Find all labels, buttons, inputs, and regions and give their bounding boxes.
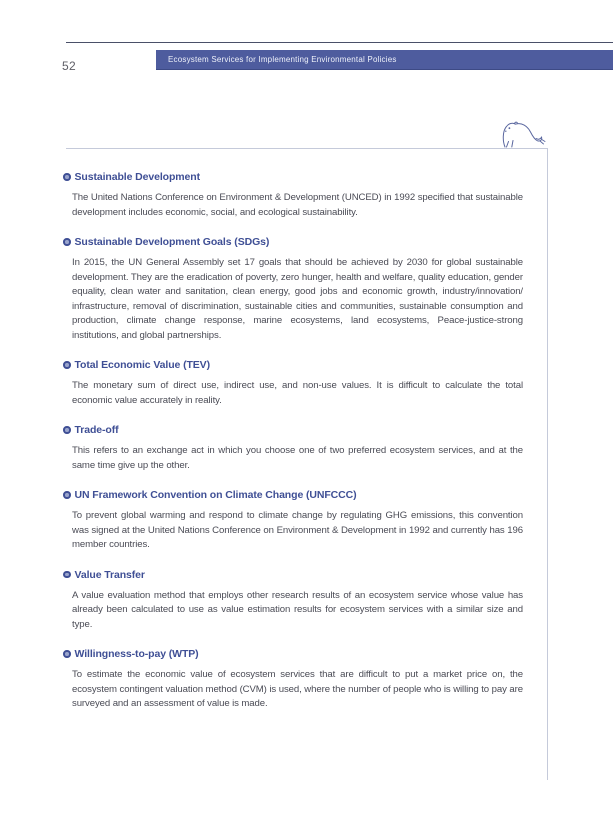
glossary-entry (63, 647, 523, 712)
glossary-term (63, 235, 523, 249)
header-banner-title: Ecosystem Services for Implementing Environmental Policies (168, 55, 397, 64)
page-number: 52 (62, 59, 76, 73)
glossary-definition: The United Nations Conference on Environment & Development (UNCED) in 1992 specified that sustainable development includes economic, social, and ecological sustainability. (72, 192, 523, 218)
ring-bullet-icon (63, 238, 71, 246)
glossary-term-label: Willingness-to-pay (WTP) (74, 648, 199, 660)
ring-bullet-icon (63, 426, 71, 434)
ring-bullet-icon (63, 571, 71, 579)
glossary-definition: This refers to an exchange act in which you choose one of two preferred ecosystem services, and at the same time give up the other. (72, 445, 523, 471)
glossary-term (63, 423, 523, 437)
glossary-entry (63, 568, 523, 633)
glossary-entry (63, 423, 523, 473)
glossary-entry (63, 235, 523, 343)
header-rule (66, 42, 613, 43)
glossary-definition: A value evaluation method that employs other research results of an ecosystem service whose value has already been calculated to use as value estimation results for ecosystem services with a similar size and type. (72, 589, 523, 630)
content-right-rule (547, 148, 548, 780)
glossary-term-label: Sustainable Development (74, 171, 200, 183)
glossary-term-label: Total Economic Value (TEV) (74, 359, 210, 371)
content-top-rule (66, 148, 547, 149)
ring-bullet-icon (63, 361, 71, 369)
glossary-term (63, 488, 523, 502)
glossary-term (63, 647, 523, 661)
glossary-term (63, 568, 523, 582)
glossary-entry (63, 358, 523, 408)
glossary-definition: The monetary sum of direct use, indirect use, and non-use values. It is difficult to calculate the total economic value accurately in reality. (72, 380, 523, 406)
glossary-term-label: Value Transfer (74, 568, 145, 581)
glossary-term-label: Sustainable Development Goals (SDGs) (74, 236, 270, 248)
glossary-entry (63, 170, 523, 220)
ring-bullet-icon (63, 491, 71, 499)
glossary-term (63, 358, 523, 372)
glossary-definition: In 2015, the UN General Assembly set 17 goals that should be achieved by 2030 for global sustainable development. They are the eradication of poverty, zero hunger, health and welfare, quality education, gender equality, clean water and sanitation, clean energy, good jobs and economic growth, industry/innovation/ infrastructure, removal of discrimination, sustainable cities and communities, sustainable consumption and production, climate change response, marine ecosystems, land ecosystems, Peace-justice-strong institutions, and global partnerships. (72, 257, 523, 341)
otter-sketch-icon (496, 119, 548, 149)
glossary-definition: To prevent global warming and respond to climate change by regulating GHG emissions, this convention was signed at the United Nations Conference on Environment & Development in 1992 and currently has 196 member countries. (72, 510, 523, 550)
header-banner (156, 50, 613, 70)
glossary-list (63, 170, 523, 727)
glossary-term-label: UN Framework Convention on Climate Change (UNFCCC) (74, 489, 357, 501)
glossary-term (63, 170, 523, 184)
glossary-definition: To estimate the economic value of ecosystem services that are difficult to put a market price on, the ecosystem contingent valuation method (CVM) is used, where the number of people who is willing to pay are surveyed and an assessment of value is made. (72, 669, 523, 709)
ring-bullet-icon (63, 650, 71, 658)
glossary-term-label: Trade-off (74, 424, 119, 436)
ring-bullet-icon (63, 173, 71, 181)
glossary-entry (63, 488, 523, 553)
